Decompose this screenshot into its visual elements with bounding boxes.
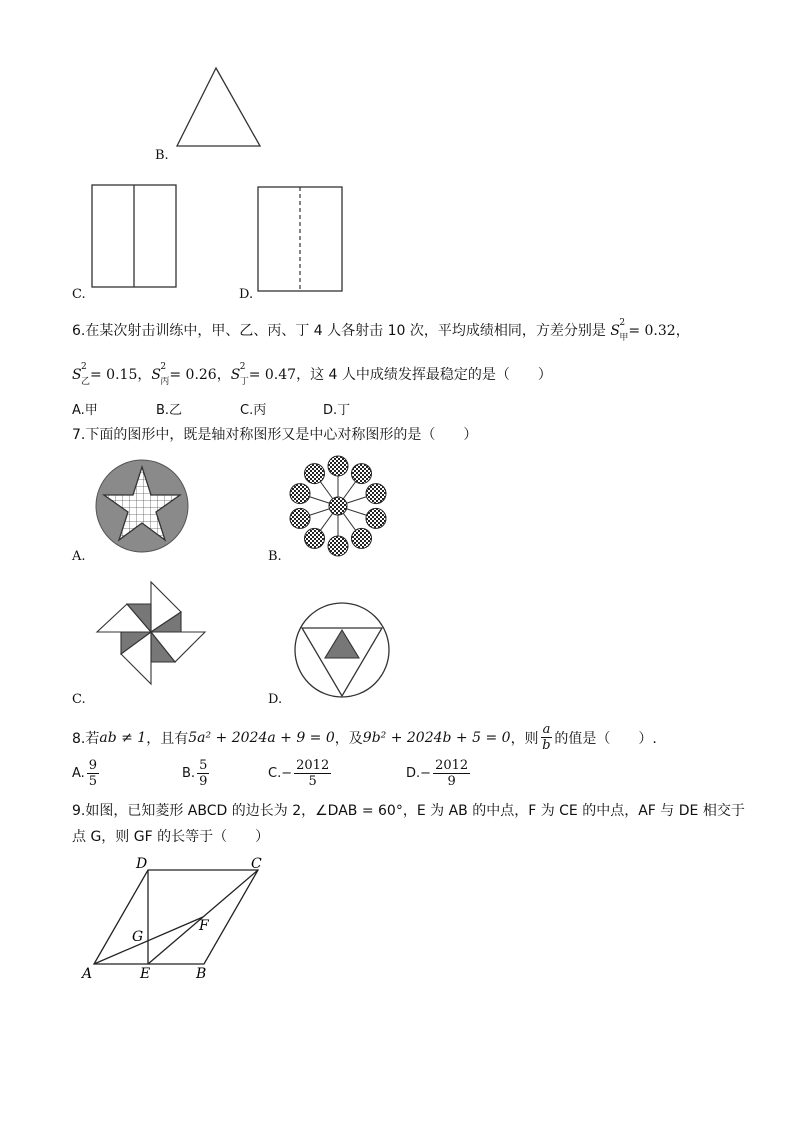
q5-option-c-label: C. bbox=[72, 287, 86, 302]
variance-bing: S 2 丙 bbox=[151, 362, 170, 387]
triangle-figure-b bbox=[170, 64, 270, 154]
q9-stem-line1: 9.如图，已知菱形 ABCD 的边长为 2，∠DAB = 60°，E 为 AB 的中点，F 为 CE 的中点，AF 与 DE 相交于 bbox=[72, 803, 745, 819]
q6-option-b[interactable]: B.乙 bbox=[156, 403, 183, 418]
q6-option-d[interactable]: D.丁 bbox=[323, 403, 351, 418]
pinwheel-figure-c bbox=[93, 578, 211, 690]
q6-stem-line2: S 2 乙 = 0.15， S 2 丙 = 0.26， S 2 丁 = 0.47，这 4 人中成绩发挥最稳定的是（ ） bbox=[72, 362, 552, 387]
circle-with-triangles-figure-d bbox=[292, 600, 392, 700]
q7-option-b-label: B. bbox=[268, 549, 282, 564]
q6-option-c[interactable]: C.丙 bbox=[240, 403, 267, 418]
point-g-label: G bbox=[132, 929, 144, 945]
variance-jia: S 2 甲 bbox=[610, 318, 629, 343]
q8-option-b[interactable]: B. $\frac{5}{9}$ bbox=[182, 758, 208, 789]
point-c-label: C bbox=[251, 856, 262, 872]
q7-option-d-label: D. bbox=[268, 692, 283, 707]
q8-option-a[interactable]: A. $\frac{9}{5}$ bbox=[72, 758, 98, 789]
q6-stem-line1: 6.在某次射击训练中，甲、乙、丙、丁 4 人各射击 10 次，平均成绩相同，方差分别是 S 2 甲 = 0.32， bbox=[72, 318, 690, 343]
star-in-circle-figure-a bbox=[94, 458, 190, 554]
variance-yi: S 2 乙 bbox=[72, 362, 91, 387]
q6-option-a[interactable]: A.甲 bbox=[72, 403, 98, 418]
q5-option-d-label: D. bbox=[239, 287, 254, 302]
point-b-label: B bbox=[196, 966, 207, 982]
q7-stem: 7.下面的图形中，既是轴对称图形又是中心对称图形的是（ ） bbox=[72, 427, 478, 443]
q8-stem: 8.若 ab ≠ 1 ，且有 5a² + 2024a + 9 = 0 ，及 9b² + 2024b + 5 = 0 ，则 $\frac{a}{b}$ 的值是（ ）. bbox=[72, 722, 657, 753]
q9-stem-line2: 点 G，则 GF 的长等于（ ） bbox=[72, 829, 270, 845]
rectangle-solid-fold-figure-c bbox=[88, 181, 183, 291]
q8-option-d[interactable]: D. − $\frac{2012}{9}$ bbox=[406, 758, 469, 789]
point-f-label: F bbox=[199, 918, 209, 934]
fraction-a-over-b: $\frac{a}{b}$ bbox=[542, 722, 551, 753]
q7-option-a-label: A. bbox=[72, 549, 86, 564]
point-a-label: A bbox=[82, 966, 93, 982]
point-e-label: E bbox=[140, 966, 151, 982]
rectangle-dashed-fold-figure-d bbox=[254, 183, 349, 295]
rhombus-abcd-diagram bbox=[80, 852, 270, 984]
q5-option-b-label: B. bbox=[155, 148, 169, 163]
point-d-label: D bbox=[136, 856, 148, 872]
q7-option-c-label: C. bbox=[72, 692, 86, 707]
q8-option-c[interactable]: C. − $\frac{2012}{5}$ bbox=[268, 758, 330, 789]
flower-of-circles-figure-b bbox=[286, 454, 390, 558]
variance-ding: S 2 丁 bbox=[230, 362, 249, 387]
